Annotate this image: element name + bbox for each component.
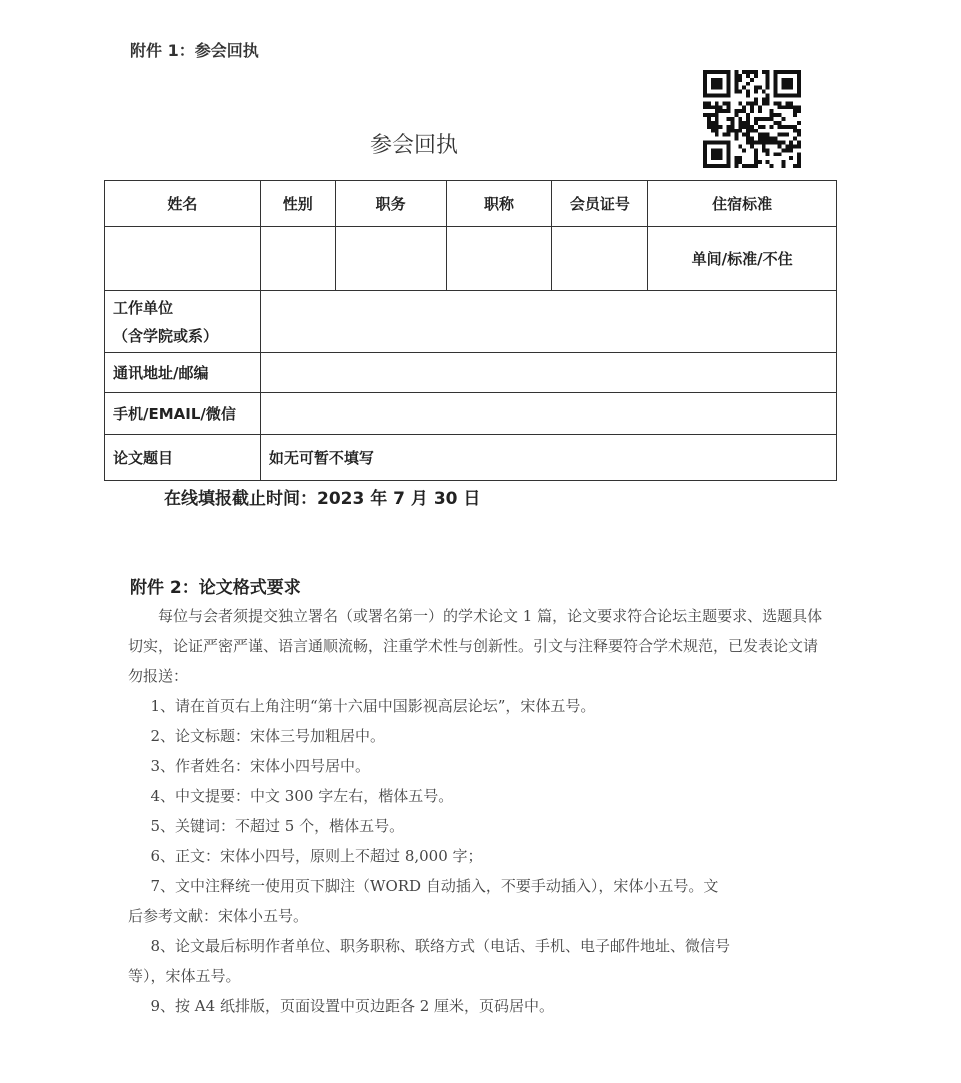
address-label: 通讯地址/邮编	[105, 353, 261, 393]
position-cell[interactable]	[335, 227, 446, 291]
list-item-continuation-text: 后参考文献：宋体小五号。	[128, 907, 309, 925]
table-row	[105, 393, 837, 435]
workplace-label	[105, 291, 261, 353]
workplace-label-line1: 工作单位	[113, 298, 174, 317]
title-cell[interactable]	[446, 227, 552, 291]
table-row	[105, 435, 837, 481]
intro-paragraph: 每位与会者须提交独立署名（或署名第一）的学术论文 1 篇，论文要求符合论坛主题要求、选题具体切实，论证严密严谨、语言通顺流畅，注重学术性与创新性。引文与注释要符合学术规范，已发表论文请勿报送：	[128, 607, 823, 685]
list-item: 6、正文：宋体小四号，原则上不超过 8,000 字；	[150, 847, 483, 865]
address-value[interactable]	[260, 353, 836, 393]
name-cell[interactable]	[105, 227, 261, 291]
attachment2-heading: 附件 2：论文格式要求	[130, 578, 301, 598]
table-row	[105, 291, 837, 353]
list-item-line: 7、文中注释统一使用页下脚注（WORD 自动插入，不要手动插入），宋体小五号。文	[150, 877, 719, 895]
workplace-label-line2: （含学院或系）	[113, 326, 219, 345]
table-row	[105, 227, 837, 291]
col-header-lodging: 住宿标准	[648, 181, 837, 227]
contact-label: 手机/EMAIL/微信	[105, 393, 261, 435]
deadline-text: 在线填报截止时间：2023 年 7 月 30 日	[164, 489, 481, 509]
contact-value[interactable]	[260, 393, 836, 435]
attachment1-heading: 附件 1：参会回执	[130, 41, 259, 60]
list-item: 1、请在首页右上角注明“第十六届中国影视高层论坛”，宋体五号。	[150, 697, 596, 715]
col-header-gender: 性别	[260, 181, 335, 227]
table-row	[105, 353, 837, 393]
list-item: 2、论文标题：宋体三号加粗居中。	[150, 727, 386, 745]
list-item: 5、关键词：不超过 5 个，楷体五号。	[150, 817, 405, 835]
col-header-position: 职务	[335, 181, 446, 227]
form-title: 参会回执	[370, 133, 459, 158]
workplace-value[interactable]	[260, 291, 836, 353]
lodging-cell[interactable]: 单间/标准/不住	[648, 227, 837, 291]
table-header-row	[105, 181, 837, 227]
list-item	[128, 871, 828, 931]
registration-table	[104, 180, 837, 481]
list-item-continuation	[128, 901, 828, 931]
paper-title-label: 论文题目	[105, 435, 261, 481]
member-id-cell[interactable]	[552, 227, 648, 291]
list-item: 9、按 A4 纸排版，页面设置中页边距各 2 厘米，页码居中。	[150, 997, 555, 1015]
list-item-continuation	[128, 961, 828, 991]
list-item-continuation-text: 等），宋体五号。	[128, 967, 241, 985]
col-header-title: 职称	[446, 181, 552, 227]
paper-title-value[interactable]: 如无可暂不填写	[260, 435, 836, 481]
list-item	[128, 931, 828, 991]
col-header-member-id: 会员证号	[552, 181, 648, 227]
list-item: 3、作者姓名：宋体小四号居中。	[150, 757, 371, 775]
list-item-line: 8、论文最后标明作者单位、职务职称、联络方式（电话、手机、电子邮件地址、微信号	[150, 937, 731, 955]
col-header-name: 姓名	[105, 181, 261, 227]
list-item: 4、中文提要：中文 300 字左右，楷体五号。	[150, 787, 454, 805]
qr-code-icon	[702, 70, 802, 168]
paper-requirements	[128, 601, 828, 1021]
gender-cell[interactable]	[260, 227, 335, 291]
